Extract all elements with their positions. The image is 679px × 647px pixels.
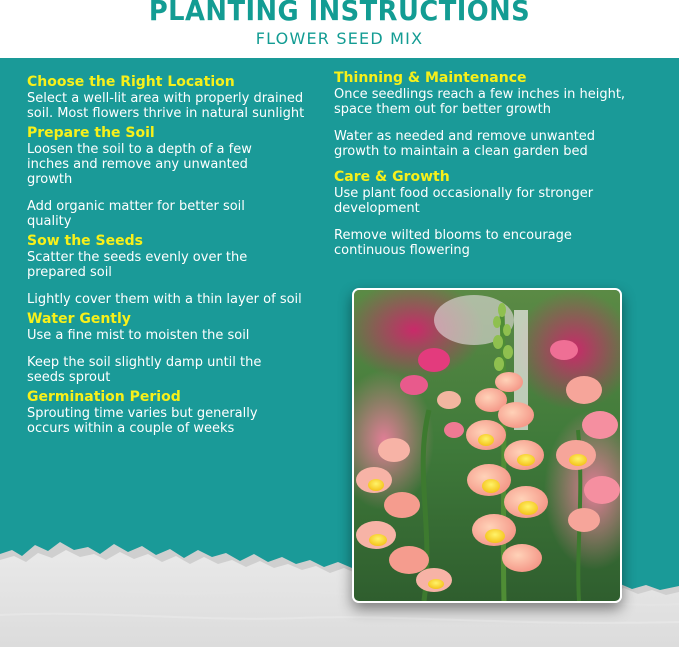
snapdragon-photo bbox=[352, 288, 622, 603]
section-text: Remove wilted blooms to encourage continuous flowering bbox=[334, 228, 572, 258]
section-text: Use a fine mist to moisten the soil bbox=[27, 328, 250, 343]
section-heading: Thinning & Maintenance bbox=[334, 70, 527, 86]
section-text: Water as needed and remove unwanted growth to maintain a clean garden bed bbox=[334, 129, 596, 159]
section-text: Select a well-lit area with properly drained soil. Most flowers thrive in natural sunlight bbox=[27, 91, 305, 121]
section-heading: Sow the Seeds bbox=[27, 233, 143, 249]
left-instructions bbox=[27, 74, 332, 436]
section-text: Scatter the seeds evenly over the prepared soil bbox=[27, 250, 248, 280]
section-text: Sprouting time varies but generally occurs within a couple of weeks bbox=[27, 406, 258, 436]
section-text: Keep the soil slightly damp until the seeds sprout bbox=[27, 355, 262, 385]
section-heading: Water Gently bbox=[27, 311, 131, 327]
section-heading: Prepare the Soil bbox=[27, 125, 155, 141]
page-subtitle: FLOWER SEED MIX bbox=[255, 29, 424, 48]
section-heading: Choose the Right Location bbox=[27, 74, 235, 90]
section-heading: Care & Growth bbox=[334, 169, 450, 185]
section-text: Lightly cover them with a thin layer of soil bbox=[27, 292, 302, 307]
flower-illustration bbox=[354, 290, 620, 601]
page-title: PLANTING INSTRUCTIONS bbox=[148, 0, 531, 27]
right-instructions bbox=[334, 70, 669, 258]
section-text: Once seedlings reach a few inches in height, space them out for better growth bbox=[334, 87, 626, 117]
section-text: Loosen the soil to a depth of a few inches and remove any unwanted growth bbox=[27, 142, 252, 187]
section-text: Add organic matter for better soil quality bbox=[27, 199, 245, 229]
header bbox=[0, 0, 679, 58]
section-heading: Germination Period bbox=[27, 389, 181, 405]
section-text: Use plant food occasionally for stronger development bbox=[334, 186, 594, 216]
